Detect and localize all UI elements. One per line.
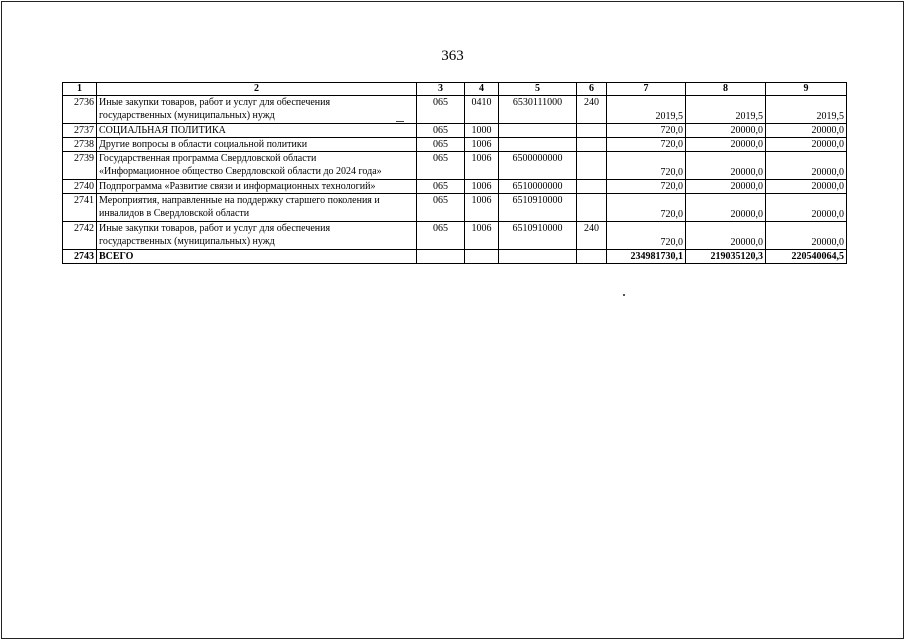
col8-value: 20000,0	[686, 194, 766, 222]
row-name-line: Мероприятия, направленные на поддержку старшего поколения и	[99, 195, 380, 206]
col7-value: 2019,5	[607, 96, 686, 124]
col6-value	[577, 124, 607, 138]
row-name	[97, 152, 417, 180]
column-header-8: 8	[686, 83, 766, 96]
table-row	[63, 180, 847, 194]
col6-value: 240	[577, 96, 607, 124]
row-name	[97, 96, 417, 124]
row-name	[97, 138, 417, 152]
header-row	[63, 83, 847, 96]
col9-value: 20000,0	[766, 138, 847, 152]
col5-value: 6510000000	[499, 180, 577, 194]
col7-value: 720,0	[607, 194, 686, 222]
col4-value: 1006	[465, 138, 499, 152]
row-number: 2736	[63, 96, 97, 124]
row-name-line: «Информационное общество Свердловской области до 2024 года»	[99, 166, 382, 177]
page-number: 363	[441, 48, 464, 64]
col5-value	[499, 124, 577, 138]
row-name-line: СОЦИАЛЬНАЯ ПОЛИТИКА	[99, 125, 226, 136]
col7-value: 234981730,1	[607, 250, 686, 264]
table-row	[63, 152, 847, 180]
col7-value: 720,0	[607, 124, 686, 138]
row-number: 2741	[63, 194, 97, 222]
col5-value: 6500000000	[499, 152, 577, 180]
table-body	[63, 96, 847, 264]
column-header-3: 3	[417, 83, 465, 96]
row-name	[97, 180, 417, 194]
col9-value: 20000,0	[766, 152, 847, 180]
col8-value: 2019,5	[686, 96, 766, 124]
col5-value: 6530111000	[499, 96, 577, 124]
row-number: 2737	[63, 124, 97, 138]
total-row	[63, 250, 847, 264]
col6-value	[577, 138, 607, 152]
row-name	[97, 222, 417, 250]
col6-value	[577, 250, 607, 264]
row-number: 2739	[63, 152, 97, 180]
row-number: 2742	[63, 222, 97, 250]
table-row	[63, 138, 847, 152]
column-header-7: 7	[607, 83, 686, 96]
col3-value: 065	[417, 152, 465, 180]
col7-value: 720,0	[607, 180, 686, 194]
row-number: 2738	[63, 138, 97, 152]
col8-value: 20000,0	[686, 222, 766, 250]
row-name-line: государственных (муниципальных) нужд	[99, 110, 275, 121]
col4-value: 0410	[465, 96, 499, 124]
col8-value: 20000,0	[686, 124, 766, 138]
col7-value: 720,0	[607, 222, 686, 250]
col8-value: 20000,0	[686, 152, 766, 180]
row-name-line: Иные закупки товаров, работ и услуг для обеспечения	[99, 223, 331, 234]
row-name	[97, 194, 417, 222]
col7-value: 720,0	[607, 152, 686, 180]
budget-table	[62, 82, 847, 264]
col4-value: 1006	[465, 222, 499, 250]
col7-value: 720,0	[607, 138, 686, 152]
col6-value	[577, 194, 607, 222]
column-header-4: 4	[465, 83, 499, 96]
col8-value: 219035120,3	[686, 250, 766, 264]
col3-value: 065	[417, 124, 465, 138]
table-row	[63, 124, 847, 138]
col9-value: 20000,0	[766, 194, 847, 222]
column-header-2: 2	[97, 83, 417, 96]
row-number: 2740	[63, 180, 97, 194]
row-name-line: государственных (муниципальных) нужд	[99, 236, 275, 247]
col8-value: 20000,0	[686, 138, 766, 152]
column-header-1: 1	[63, 83, 97, 96]
col6-value: 240	[577, 222, 607, 250]
col5-value: 6510910000	[499, 222, 577, 250]
column-header-5: 5	[499, 83, 577, 96]
col4-value	[465, 250, 499, 264]
col9-value: 20000,0	[766, 180, 847, 194]
col9-value: 220540064,5	[766, 250, 847, 264]
col6-value	[577, 180, 607, 194]
row-name-line: Государственная программа Свердловской области	[99, 153, 317, 164]
col4-value: 1006	[465, 180, 499, 194]
scan-mark	[396, 121, 404, 122]
row-name-line: ВСЕГО	[99, 251, 134, 262]
row-name-line: Иные закупки товаров, работ и услуг для обеспечения	[99, 97, 331, 108]
col4-value: 1006	[465, 152, 499, 180]
column-header-6: 6	[577, 83, 607, 96]
col4-value: 1000	[465, 124, 499, 138]
col6-value	[577, 152, 607, 180]
col8-value: 20000,0	[686, 180, 766, 194]
col3-value: 065	[417, 138, 465, 152]
col5-value	[499, 250, 577, 264]
column-header-9: 9	[766, 83, 847, 96]
col3-value: 065	[417, 180, 465, 194]
col5-value: 6510910000	[499, 194, 577, 222]
col9-value: 20000,0	[766, 124, 847, 138]
table-row	[63, 222, 847, 250]
col3-value: 065	[417, 222, 465, 250]
row-name-line: инвалидов в Свердловской области	[99, 208, 250, 219]
table-row	[63, 194, 847, 222]
col4-value: 1006	[465, 194, 499, 222]
col3-value	[417, 250, 465, 264]
row-name-line: Другие вопросы в области социальной политики	[99, 139, 308, 150]
col9-value: 2019,5	[766, 96, 847, 124]
table-row	[63, 96, 847, 124]
row-name	[97, 250, 417, 264]
col5-value	[499, 138, 577, 152]
col3-value: 065	[417, 96, 465, 124]
scan-dot	[623, 294, 625, 296]
row-name-line: Подпрограмма «Развитие связи и информационных технологий»	[99, 181, 376, 192]
col3-value: 065	[417, 194, 465, 222]
row-name	[97, 124, 417, 138]
col9-value: 20000,0	[766, 222, 847, 250]
row-number: 2743	[63, 250, 97, 264]
